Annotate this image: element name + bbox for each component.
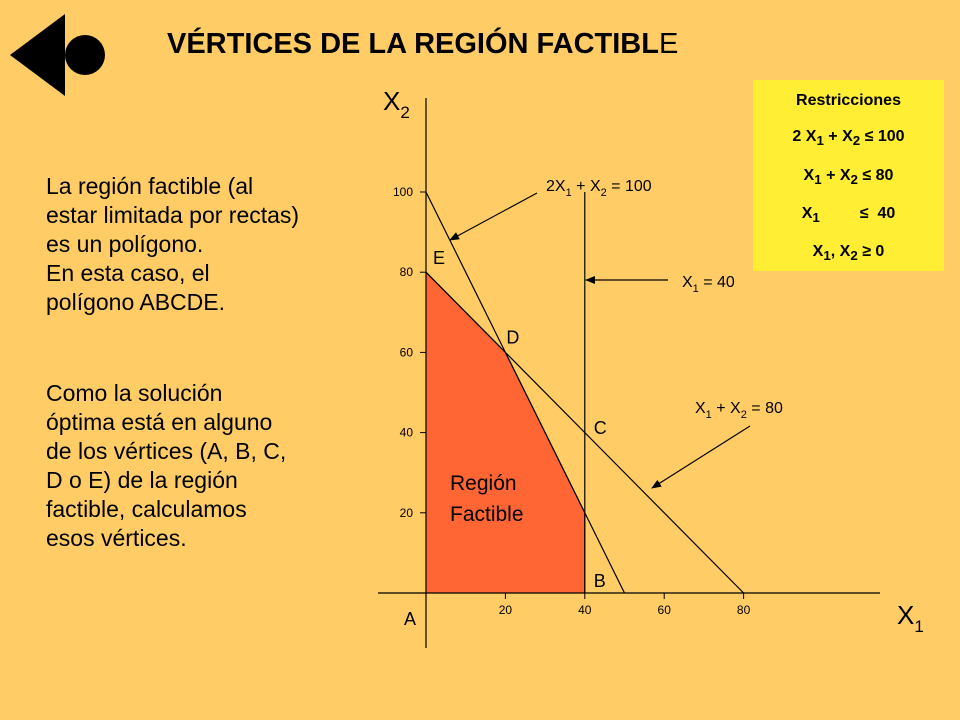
restrictions-title: Restricciones [796, 92, 901, 109]
x-tick-label: 60 [657, 603, 671, 617]
paragraph-line: polígono ABCDE. [46, 289, 226, 315]
restriction-text: ≥ 0 [857, 243, 885, 260]
restriction-subscript: 2 [852, 133, 861, 149]
paragraph-line: óptima está en alguno [46, 409, 273, 435]
page-title-main: VÉRTICES DE LA REGIÓN FACTIBL [167, 28, 659, 60]
restriction-subscript: 2 [850, 248, 858, 264]
restriction-subscript: 1 [814, 172, 822, 188]
restriction-text: X [801, 205, 813, 222]
x-tick-label: 40 [578, 603, 592, 617]
vertex-label-e: E [433, 248, 446, 269]
y-tick-label: 80 [399, 265, 413, 280]
vertex-label-a: A [404, 609, 417, 629]
arrow-to-2x1-x2 [450, 193, 537, 240]
vertex-label-b: B [593, 571, 606, 591]
arrow-to-x1-x2 [652, 426, 750, 488]
paragraph-line: D o E) de la región [46, 467, 238, 493]
region-label: Factible [450, 503, 524, 526]
restriction-text: X [803, 167, 815, 184]
equation-label-line-x1-x2: $X_1 + X_2 = 80$ [695, 400, 783, 421]
restriction-text: ≤ 80 [857, 167, 894, 184]
paragraph-line: es un polígono. [46, 231, 204, 257]
restriction-text: X [812, 243, 824, 260]
equation-label-line-2x1-x2: $2X_1 + X_2 = 100$ [546, 178, 652, 199]
vertex-label-c: C [593, 417, 607, 438]
restriction-subscript: 1 [823, 248, 831, 264]
feasible-region-polygon [426, 272, 585, 593]
y-tick-label: 100 [392, 185, 413, 199]
restriction-text: ≤ 100 [860, 128, 905, 145]
restriction-subscript: 1 [812, 210, 820, 226]
restriction-subscript: 2 [850, 172, 858, 188]
x-tick-label: 20 [498, 603, 513, 617]
x-axis-title: $X_1$ [897, 600, 924, 636]
y-tick-label: 20 [399, 505, 413, 520]
paragraph-line: La región factible (al [46, 173, 254, 199]
restriction-text: + X [821, 167, 851, 184]
y-tick-label: 40 [399, 425, 413, 440]
region-label: Región [450, 472, 517, 495]
page-title-last-letter: E [658, 28, 679, 60]
y-tick-label: 60 [399, 345, 413, 360]
vertex-label-d: D [506, 327, 520, 348]
paragraph-line: En esta caso, el [46, 260, 210, 286]
restriction-text: + X [823, 128, 853, 145]
equation-label-line-x1: $X_1 = 40$ [682, 274, 735, 295]
paragraph-line: esos vértices. [46, 525, 187, 551]
y-axis-title: $X_2$ [383, 86, 410, 122]
paragraph-line: de los vértices (A, B, C, [46, 438, 287, 464]
paragraph-line: Como la solución [46, 380, 223, 406]
paragraph-line: factible, calculamos [46, 496, 247, 522]
restriction-text: ≤ 40 [819, 205, 896, 222]
x-tick-label: 80 [736, 603, 751, 617]
restriction-text: , X [830, 243, 851, 260]
restriction-subscript: 1 [816, 133, 824, 149]
restriction-text: 2 X [792, 128, 817, 145]
paragraph-line: estar limitada por rectas) [46, 202, 300, 228]
